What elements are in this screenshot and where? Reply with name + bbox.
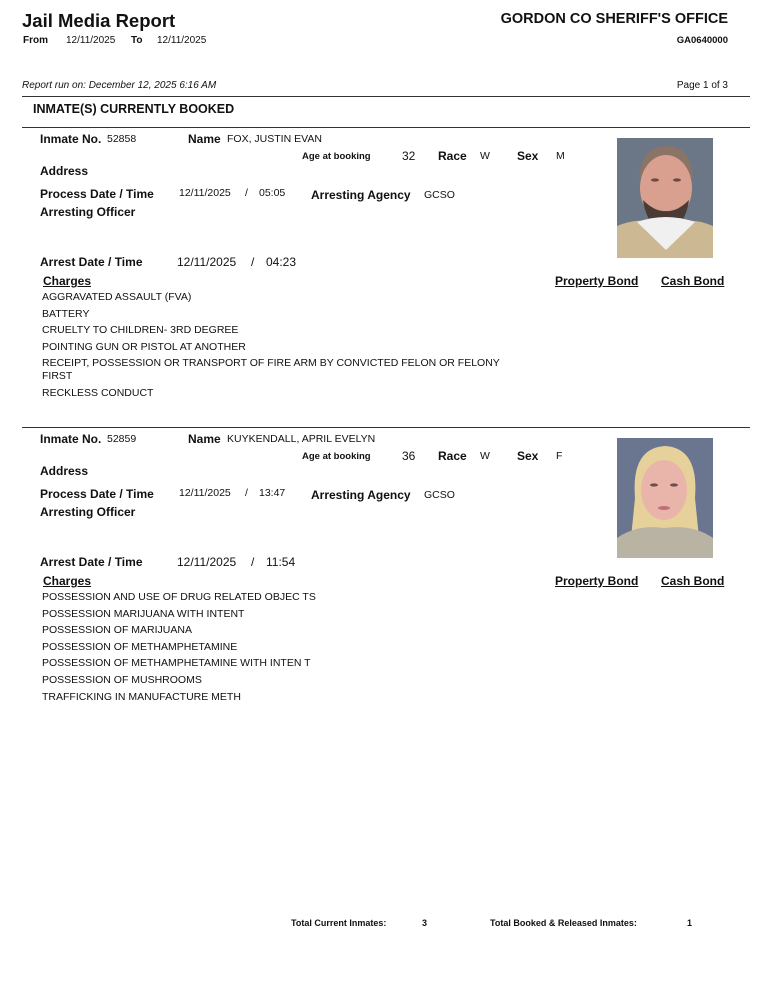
total-released-value: 1	[687, 918, 693, 928]
cash-bond-header: Cash Bond	[661, 574, 725, 588]
age-label: Age at booking	[302, 151, 371, 162]
sex-value: F	[556, 450, 563, 462]
mugshot-image	[617, 138, 713, 258]
inmate-record	[0, 127, 773, 427]
process-label: Process Date / Time	[40, 187, 154, 201]
race-value: W	[480, 150, 490, 162]
from-date: 12/11/2025	[66, 35, 116, 46]
agency-label: Arresting Agency	[311, 488, 411, 502]
name-label: Name	[188, 432, 221, 446]
cash-bond-header: Cash Bond	[661, 274, 725, 288]
charge-item: RECEIPT, POSSESSION OR TRANSPORT OF FIRE ARM BY CONVICTED FELON OR FELONY	[42, 357, 500, 370]
report-title: Jail Media Report	[22, 10, 176, 31]
process-time: 05:05	[259, 187, 286, 199]
address-label: Address	[40, 464, 89, 478]
officer-label: Arresting Officer	[40, 505, 136, 519]
agency-value: GCSO	[424, 189, 455, 201]
sex-value: M	[556, 150, 565, 162]
race-label: Race	[438, 449, 467, 463]
total-current-value: 3	[422, 918, 428, 928]
inmate-no-value: 52859	[107, 433, 137, 445]
inmate-no-label: Inmate No.	[40, 432, 102, 446]
charge-item: POINTING GUN OR PISTOL AT ANOTHER	[42, 340, 246, 353]
inmate-name: FOX, JUSTIN EVAN	[227, 133, 322, 145]
sex-label: Sex	[517, 149, 539, 163]
charge-item: TRAFFICKING IN MANUFACTURE METH	[42, 690, 241, 703]
charge-item: POSSESSION OF MUSHROOMS	[42, 674, 202, 686]
mugshot-image	[617, 438, 713, 558]
property-bond-header: Property Bond	[555, 274, 639, 288]
charges-header: Charges	[43, 274, 92, 288]
age-label: Age at booking	[302, 451, 371, 462]
process-date: 12/11/2025	[179, 187, 231, 199]
arrest-sep: /	[251, 555, 255, 569]
charge-item: POSSESSION MARIJUANA WITH INTENT	[42, 607, 245, 620]
arrest-time: 11:54	[266, 555, 296, 569]
race-value: W	[480, 450, 490, 462]
header-divider	[22, 96, 750, 97]
agency-label: Arresting Agency	[311, 188, 411, 202]
record-divider	[22, 427, 750, 428]
process-date: 12/11/2025	[179, 487, 231, 499]
charge-item: FIRST	[42, 370, 73, 383]
name-label: Name	[188, 132, 221, 146]
page-number: Page 1 of 3	[676, 80, 728, 91]
charge-item: CRUELTY TO CHILDREN- 3RD DEGREE	[42, 324, 239, 337]
officer-label: Arresting Officer	[40, 205, 136, 219]
from-label: From	[23, 35, 48, 46]
age-value: 36	[402, 449, 416, 463]
process-label: Process Date / Time	[40, 487, 154, 501]
race-label: Race	[438, 149, 467, 163]
age-value: 32	[402, 149, 416, 163]
inmate-no-value: 52858	[107, 133, 137, 145]
agency-ori: GA0640000	[676, 35, 728, 46]
section-title: INMATE(S) CURRENTLY BOOKED	[33, 102, 235, 116]
inmate-record	[0, 427, 773, 727]
charge-item: POSSESSION OF MARIJUANA	[42, 624, 192, 637]
inmate-name: KUYKENDALL, APRIL EVELYN	[227, 433, 376, 445]
inmate-no-label: Inmate No.	[40, 132, 102, 146]
process-sep: /	[245, 187, 248, 199]
charge-item: BATTERY	[42, 307, 90, 320]
mugshot-photo	[617, 438, 713, 558]
to-label: To	[131, 35, 143, 46]
property-bond-header: Property Bond	[555, 574, 639, 588]
arrest-time: 04:23	[266, 255, 297, 269]
charge-item: AGGRAVATED ASSAULT (FVA)	[42, 291, 192, 303]
address-label: Address	[40, 164, 89, 178]
to-date: 12/11/2025	[157, 35, 207, 46]
charge-item: POSSESSION AND USE OF DRUG RELATED OBJEC TS	[42, 591, 316, 603]
report-run-on: Report run on: December 12, 2025 6:16 AM	[22, 80, 217, 91]
total-current-label: Total Current Inmates:	[291, 918, 387, 928]
total-released-label: Total Booked & Released Inmates:	[490, 918, 637, 928]
process-time: 13:47	[259, 487, 286, 499]
arrest-sep: /	[251, 255, 255, 269]
agency-value: GCSO	[424, 489, 455, 501]
charges-header: Charges	[43, 574, 92, 588]
mugshot-photo	[617, 138, 713, 258]
charge-item: POSSESSION OF METHAMPHETAMINE	[42, 640, 238, 653]
charge-item: POSSESSION OF METHAMPHETAMINE WITH INTEN T	[42, 657, 311, 670]
arrest-label: Arrest Date / Time	[40, 555, 143, 569]
arrest-label: Arrest Date / Time	[40, 255, 143, 269]
process-sep: /	[245, 487, 248, 499]
arrest-date: 12/11/2025	[177, 255, 237, 269]
arrest-date: 12/11/2025	[177, 555, 237, 569]
sex-label: Sex	[517, 449, 539, 463]
record-divider	[22, 127, 750, 128]
charge-item: RECKLESS CONDUCT	[42, 387, 154, 399]
agency-name: GORDON CO SHERIFF'S OFFICE	[500, 11, 728, 27]
